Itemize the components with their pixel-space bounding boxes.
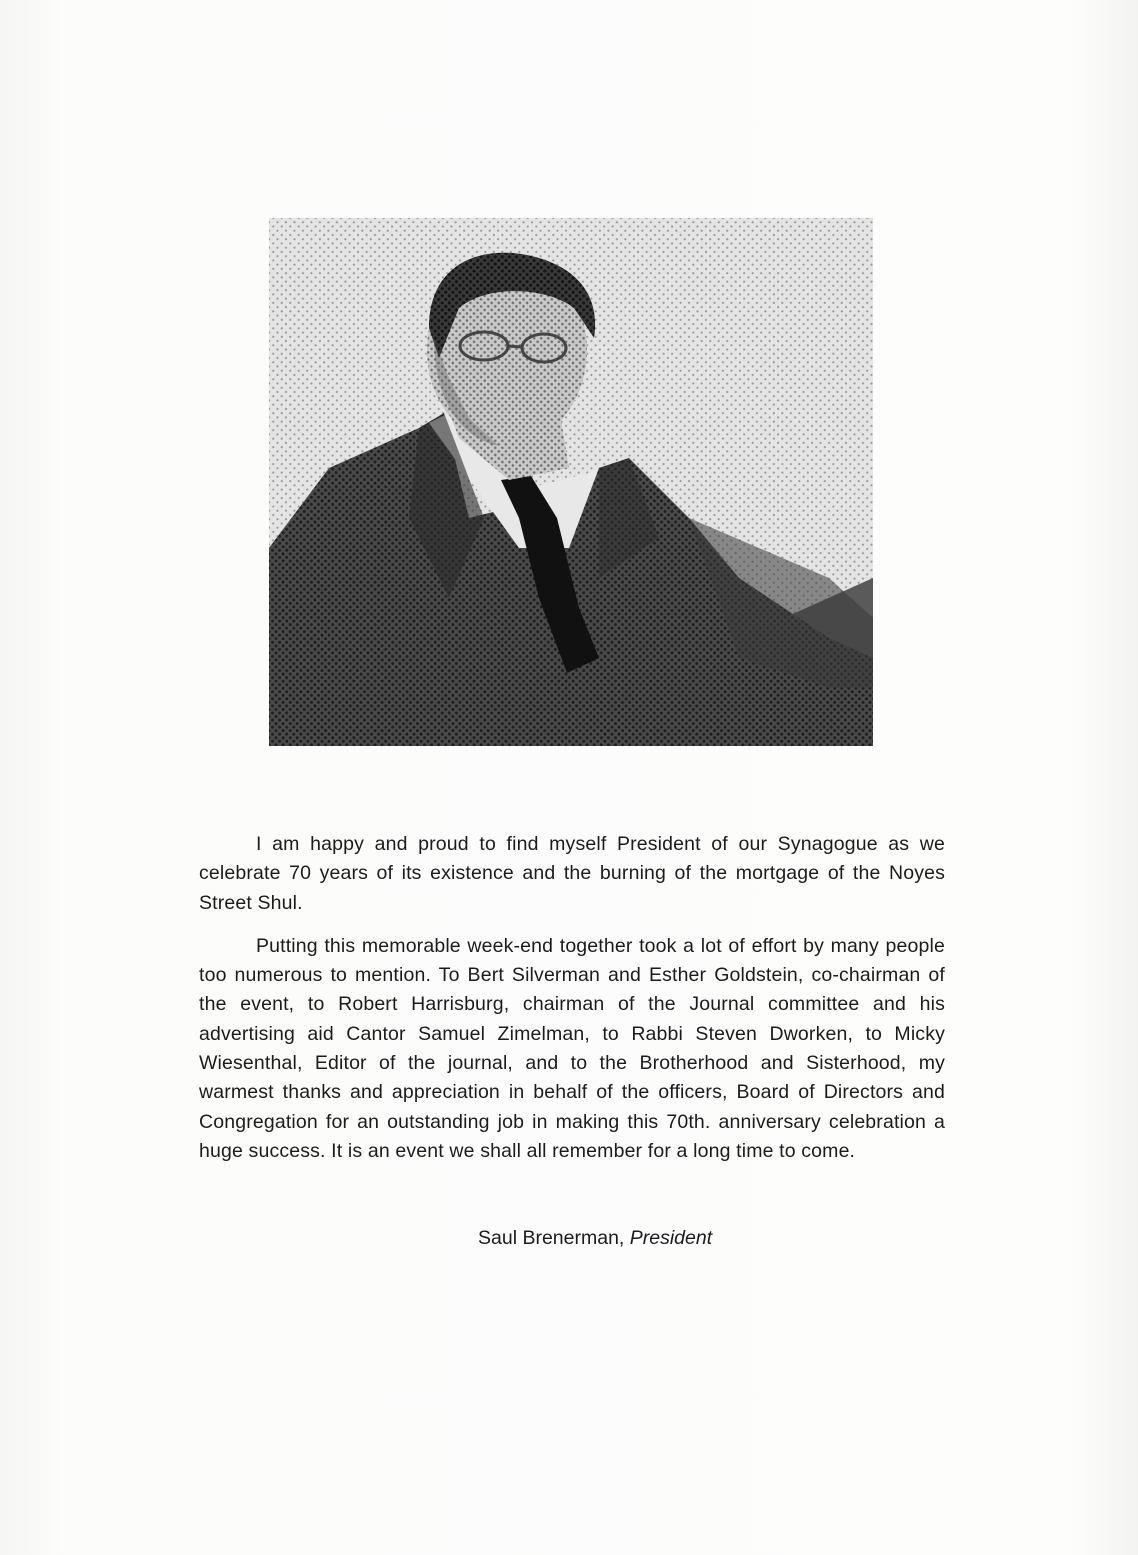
president-portrait-photo: [269, 218, 873, 746]
portrait-halftone-image: [269, 218, 873, 746]
signature-name: Saul Brenerman,: [478, 1227, 625, 1249]
signature-title: President: [629, 1227, 713, 1249]
signature-line: [478, 1224, 712, 1252]
letter-paragraph-1: I am happy and proud to find myself President of our Synagogue as we celebrate 70 years of its existence and the burning of the mortgage of the Noyes Street Shul.: [199, 833, 945, 914]
president-letter: [199, 830, 945, 1180]
letter-paragraph-2: Putting this memorable week-end together took a lot of effort by many people too numerous to mention. To Bert Silverman and Esther Goldstein, co-chairman of the event, to Robert Harrisburg, chairman of the Journal committee and his advertising aid Cantor Samuel Zimelman, to Rabbi Steven Dworken, to Micky Wiesenthal, Editor of the journal, and to the Brotherhood and Sisterhood, my warmest thanks and appreciation in behalf of the officers, Board of Directors and Congregation for an outstanding job in making this 70th. anniversary celebration a huge success. It is an event we shall all remember for a long time to come.: [199, 934, 945, 1162]
